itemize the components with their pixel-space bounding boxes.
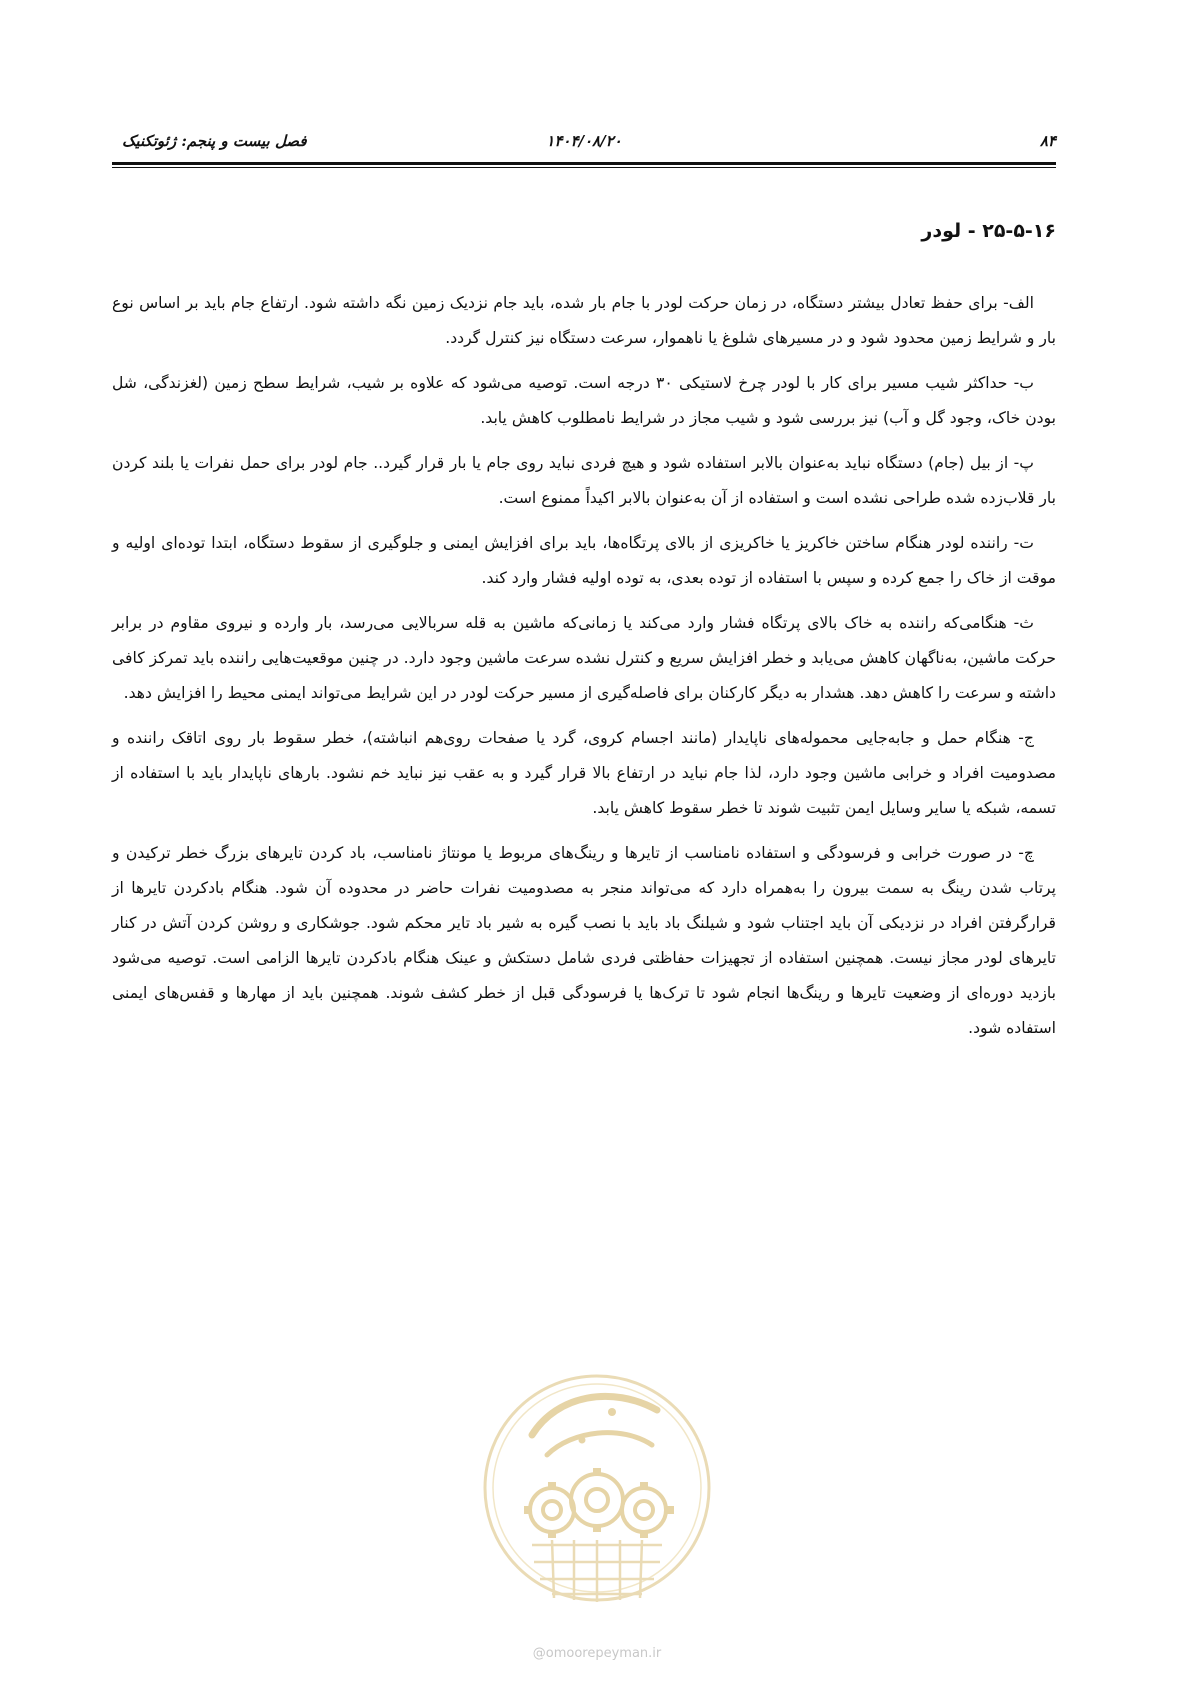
paragraph-se: ث- هنگامی‌که راننده به خاک بالای پرتگاه فشار وارد می‌کند یا زمانی‌که ماشین به قله سربالایی می‌رسد، بار وارده و نیروی مقاوم در برابر حرکت ماشین، به‌ناگهان کاهش می‌یابد و خطر افزایش سریع و کنترل نشده سرعت ماشین وجود دارد. در چنین موقعیت‌هایی راننده باید تمرکز کافی داشته و سرعت را کاهش دهد. هشدار به دیگر کارکنان برای فاصله‌گیری از مسیر حرکت لودر در این شرایط می‌تواند ایمنی محیط را افزایش دهد. — [112, 614, 1056, 702]
paragraph-jim: ج- هنگام حمل و جابه‌جایی محموله‌های ناپایدار (مانند اجسام کروی، گرد یا صفحات روی‌هم انباشته)، خطر سقوط بار روی اتاقک راننده و مصدومیت افراد و خرابی ماشین وجود دارد، لذا جام نباید در ارتفاع بالا قرار گیرد و به عقب نیز نباید خم نشود. بارهای ناپایدار باید با استفاده از تسمه، شبکه یا سایر وسایل ایمن تثبیت شوند تا خطر سقوط کاهش یابد. — [112, 729, 1056, 817]
paragraph-be: ب- حداکثر شیب مسیر برای کار با لودر چرخ لاستیکی ۳۰ درجه است. توصیه می‌شود که علاوه بر شیب، شرایط سطح زمین (لغزندگی، شل بودن خاک، وجود گل و آب) نیز بررسی شود و شیب مجاز در شرایط نامطلوب کاهش یابد. — [112, 374, 1056, 427]
chapter-title: فصل بیست و پنجم: ژئوتکنیک — [122, 132, 307, 150]
page-header — [112, 128, 1056, 164]
paragraph-alef: الف- برای حفظ تعادل بیشتر دستگاه، در زمان حرکت لودر با جام بار شده، باید جام نزدیک زمین نگه داشته شود. ارتفاع جام باید بر اساس نوع بار و شرایط زمین محدود شود و در مسیرهای شلوغ یا ناهموار، سرعت دستگاه نیز کنترل گردد. — [112, 294, 1056, 347]
watermark — [462, 1340, 732, 1670]
header-rule — [112, 162, 1056, 168]
paragraph-che: چ- در صورت خرابی و فرسودگی و استفاده نامناسب از تایرها و رینگ‌های مربوط یا مونتاژ نامناسب، باد کردن تایرهای بزرگ خطر ترکیدن و پرتاب شدن رینگ به سمت بیرون را به‌همراه دارد که می‌تواند منجر به مصدومیت نفرات حاضر در محدوده آن شود. هنگام بادکردن تایرها از قرارگرفتن افراد در نزدیکی آن باید اجتناب شود و شیلنگ باد باید با نصب گیره به شیر باد تایر محکم شود. جوشکاری و روشن کردن آتش در کنار تایرهای لودر مجاز نیست. همچنین استفاده از تجهیزات حفاظتی فردی شامل دستکش و عینک هنگام بادکردن تایرها الزامی است. توصیه می‌شود بازدید دوره‌ای از وضعیت تایرها و رینگ‌ها انجام شود تا ترک‌ها یا فرسودگی قبل از خطر کشف شوند. همچنین باید از مهارها و قفس‌های ایمنی استفاده شود. — [112, 844, 1056, 1037]
section-title: ۲۵-۵-۱۶ - لودر — [921, 220, 1056, 242]
paragraph-te: ت- راننده لودر هنگام ساختن خاکریز یا خاکریزی از بالای پرتگاه‌ها، باید برای افزایش ایمنی و جلوگیری از سقوط دستگاه، ابتدا توده‌ای اولیه و موقت از خاک را جمع کرده و سپس با استفاده از توده بعدی، به توده اولیه فشار وارد کند. — [112, 534, 1056, 587]
body-text — [112, 286, 1056, 1056]
watermark-logo — [462, 1340, 732, 1640]
page-number: ۸۴ — [1039, 132, 1056, 150]
watermark-url: @omoorepeyman.ir — [532, 1646, 662, 1661]
paragraph-pe: پ- از بیل (جام) دستگاه نباید به‌عنوان بالابر استفاده شود و هیچ فردی نباید روی جام یا بار قرار گیرد.. جام لودر برای حمل نفرات یا بلند کردن بار قلاب‌زده شده طراحی نشده است و استفاده از آن به‌عنوان بالابر اکیداً ممنوع است. — [112, 454, 1056, 507]
header-date: ۱۴۰۴/۰۸/۲۰ — [546, 132, 622, 150]
